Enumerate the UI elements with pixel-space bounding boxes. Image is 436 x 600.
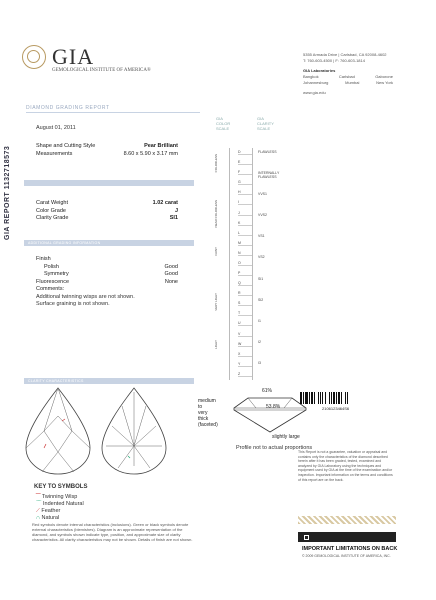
website: www.gia.edu <box>303 90 326 95</box>
polish-value: Good <box>164 263 178 270</box>
comments-label: Comments: <box>36 286 65 292</box>
decorative-border <box>298 516 396 524</box>
side-report-number: GIA REPORT 1132718573 <box>4 145 11 240</box>
report-date: August 01, 2011 <box>36 125 76 131</box>
barcode-number: 2106123464S6 <box>322 406 350 411</box>
color-scale-letter: L <box>238 231 252 236</box>
clarity-scale-grade: I1 <box>258 318 261 323</box>
lab-city: Mumbai <box>345 80 360 85</box>
lab-city: Johannesburg <box>303 80 329 85</box>
notice-body: This Report is not a guarantee, valuation or appraisal and contains only the characteristics of the diamond described herein after it has been graded, tested, examined and analyzed by GIA Laboratory using the techniques and equipment used by GIA at the time of the examination and/or inspection. Important information on the terms and conditions of this report are on the back. <box>298 450 393 482</box>
important-limitations: IMPORTANT LIMITATIONS ON BACK <box>302 546 398 552</box>
key-item <box>36 494 84 501</box>
girdle-labels <box>198 398 218 428</box>
lab-city: Bangkok <box>303 74 319 79</box>
comment-line: Additional twinning wisps are not shown. <box>36 293 135 300</box>
color-scale-letter: V <box>238 332 252 337</box>
clarity-scale-grade: SI2 <box>258 297 264 302</box>
color-scale-letter: U <box>238 321 252 326</box>
clarity-scale-header-line: GIA <box>257 116 264 121</box>
key-footnote: Red symbols denote internal characteristics (inclusions). Green or black symbols denote external characteristics (blemishes). Diagram is an approximate representation of the diamond, and symbols shown indicate type, position, and approximate size of clarity characteristics. All clarity characteristics may not be shown. Details of finish are not shown. <box>32 522 193 542</box>
key-item <box>36 508 84 515</box>
key-item-label: Feather <box>41 508 61 514</box>
institute-name: GEMOLOGICAL INSTITUTE OF AMERICA® <box>52 68 151 73</box>
color-scale-letter: S <box>238 301 252 306</box>
color-range-label: VERY LIGHT <box>214 293 218 311</box>
clarity-scale-grade: VS1 <box>258 234 265 239</box>
girdle-label: (faceted) <box>198 422 218 428</box>
clarity-scale-grade: VVS1 <box>258 192 267 197</box>
color-scale <box>230 148 252 380</box>
clarity-scale-grade: INTERNALLY FLAWLESS <box>258 171 280 180</box>
additional-section <box>36 256 178 308</box>
clarity-scale-header-line: CLARITY <box>257 121 274 126</box>
additional-band <box>24 240 194 246</box>
plot-band <box>24 378 194 384</box>
color-range-label: LIGHT <box>214 339 218 349</box>
girdle-label: medium <box>198 398 216 404</box>
grading-band <box>24 180 194 186</box>
fluorescence-value: None <box>164 278 178 285</box>
color-scale-letter: M <box>238 241 252 246</box>
lab-city: New York <box>376 80 393 85</box>
color-scale-header-line: GIA <box>216 116 223 121</box>
color-scale-letter: R <box>238 291 252 296</box>
clarity-scale-grade: FLAWLESS <box>258 150 277 154</box>
title-rule <box>26 112 200 113</box>
color-scale-letter: E <box>238 160 252 165</box>
pear-plot-crown-icon <box>22 386 94 476</box>
color-scale-letter: N <box>238 251 252 256</box>
culet-label: slightly large <box>272 434 300 440</box>
pear-plot-pavilion-icon <box>98 386 170 476</box>
color-range-label: FAINT <box>214 246 218 256</box>
clarity-scale-header-line: SCALE <box>257 126 271 131</box>
grading-section <box>36 200 178 223</box>
natural-icon: ∩ <box>36 515 42 521</box>
color-scale-letter: I <box>238 200 252 205</box>
profile-diagram <box>232 394 308 434</box>
report-title: DIAMOND GRADING REPORT <box>26 105 110 111</box>
profile-note: Profile not to actual proportions <box>236 445 313 451</box>
security-strip <box>298 532 396 542</box>
key-item <box>36 501 84 508</box>
logo-text: GIA <box>52 44 95 69</box>
shape-label: Shape and Cutting Style <box>36 143 96 149</box>
key-item-label: Indented Natural <box>43 501 84 507</box>
color-scale-header-line: SCALE <box>216 126 230 131</box>
lock-icon <box>304 535 309 540</box>
labs-row1 <box>303 74 393 79</box>
key-title: KEY TO SYMBOLS <box>34 484 88 490</box>
color-scale-letter: J <box>238 211 252 216</box>
shape-value: Pear Brilliant <box>144 143 178 149</box>
indented-natural-icon: ⌒ <box>36 501 44 507</box>
labs-title: GIA Laboratories <box>303 68 336 73</box>
finish-label: Finish <box>36 256 51 262</box>
feather-icon: ⟋ <box>36 508 42 514</box>
color-scale-letter: G <box>238 180 252 185</box>
twinning-wisp-icon: ⁀ <box>36 494 42 500</box>
labs-row2 <box>303 80 393 85</box>
color-scale-header-line: COLOR <box>216 121 231 126</box>
clarity-scale <box>256 148 296 380</box>
comment-line: Surface graining is not shown. <box>36 300 110 307</box>
carat-value: 1.02 carat <box>152 200 178 206</box>
clarity-grade-value: SI1 <box>169 215 178 221</box>
color-range-label: COLORLESS <box>214 154 218 173</box>
girdle-label: to <box>198 404 203 410</box>
key-item-label: Twinning Wisp <box>41 494 78 500</box>
color-scale-letter: X <box>238 352 252 357</box>
address-line1: 5355 Armada Drive | Carlsbad, CA 92008-4602 <box>303 52 387 57</box>
lab-city: Gaborone <box>375 74 393 79</box>
color-grade-label: Color Grade <box>36 207 66 214</box>
measurements-value: 8.60 x 5.90 x 3.17 mm <box>123 150 178 157</box>
clarity-scale-grade: SI1 <box>258 276 264 281</box>
color-scale-letter: Q <box>238 281 252 286</box>
color-scale-letter: Z <box>238 372 252 377</box>
clarity-scale-grade: I3 <box>258 360 261 365</box>
key-item <box>36 515 84 522</box>
color-scale-header <box>216 116 230 131</box>
additional-band-title: ADDITIONAL GRADING INFORMATION <box>28 241 101 245</box>
plot-band-title: CLARITY CHARACTERISTICS <box>28 379 84 383</box>
gia-seal-icon <box>22 45 46 69</box>
key-item-label: Natural <box>41 515 60 521</box>
lab-city: Carlsbad <box>338 74 355 79</box>
barcode <box>300 392 380 404</box>
color-scale-letter: K <box>238 221 252 226</box>
depth-percent: 53.8% <box>266 404 281 410</box>
color-scale-letter: Y <box>238 362 252 367</box>
color-scale-letter: H <box>238 190 252 195</box>
copyright-line: © 2009 GEMOLOGICAL INSTITUTE OF AMERICA, INC. <box>302 554 391 558</box>
table-percent: 61% <box>262 388 273 394</box>
girdle-label: thick <box>198 416 209 422</box>
clarity-grade-label: Clarity Grade <box>36 215 69 221</box>
color-grade-value: J <box>174 207 178 214</box>
color-scale-letter: F <box>238 170 252 175</box>
color-range-label: NEAR COLORLESS <box>214 200 218 228</box>
symmetry-value: Good <box>164 271 178 277</box>
measurements-label: Measurements <box>36 150 73 157</box>
polish-label: Polish <box>44 263 59 270</box>
clarity-scale-grade: I2 <box>258 339 261 344</box>
address-line2: T: 760-603-4500 | F: 760-603-1814 <box>303 58 365 63</box>
color-scale-letter: D <box>238 150 252 155</box>
color-scale-letter: W <box>238 342 252 347</box>
shape-section <box>36 143 178 158</box>
color-scale-letter: T <box>238 311 252 316</box>
carat-label: Carat Weight <box>36 200 68 206</box>
color-scale-letter: O <box>238 261 252 266</box>
symmetry-label: Symmetry <box>44 271 69 277</box>
clarity-scale-grade: VVS2 <box>258 213 267 218</box>
color-scale-letter: P <box>238 271 252 276</box>
girdle-label: very <box>198 410 208 416</box>
fluorescence-label: Fluorescence <box>36 278 70 285</box>
color-range-labels <box>214 148 224 380</box>
clarity-scale-header <box>257 116 274 131</box>
key-list <box>36 494 84 522</box>
scale-divider <box>252 148 253 380</box>
clarity-scale-grade: VS2 <box>258 255 265 260</box>
barcode-bar <box>348 392 349 404</box>
